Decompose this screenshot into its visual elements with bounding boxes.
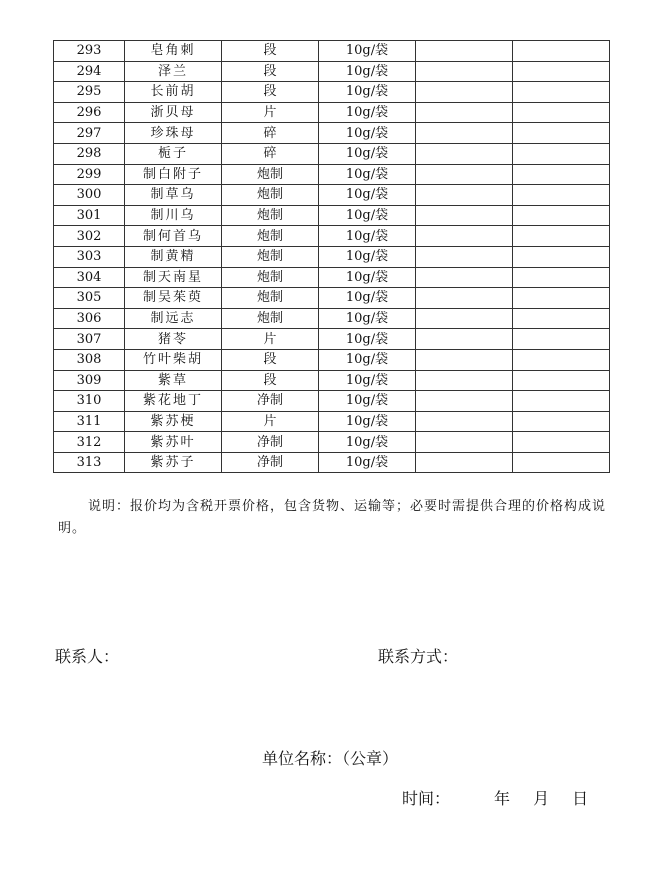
row-number: 303 [54, 246, 125, 267]
package-spec: 10g/袋 [319, 246, 416, 267]
herb-name: 皂角刺 [125, 41, 222, 62]
herb-name: 制天南星 [125, 267, 222, 288]
processing-form: 片 [222, 102, 319, 123]
row-number: 312 [54, 432, 125, 453]
row-number: 302 [54, 226, 125, 247]
package-spec: 10g/袋 [319, 102, 416, 123]
processing-form: 炮制 [222, 185, 319, 206]
remark-cell [513, 288, 610, 309]
remark-cell [513, 349, 610, 370]
package-spec: 10g/袋 [319, 349, 416, 370]
remark-cell [513, 185, 610, 206]
herb-name: 长前胡 [125, 82, 222, 103]
date-fields: 年 月 日 [494, 789, 589, 808]
processing-form: 净制 [222, 432, 319, 453]
row-number: 311 [54, 411, 125, 432]
remark-cell [513, 61, 610, 82]
row-number: 293 [54, 41, 125, 62]
herb-name: 泽兰 [125, 61, 222, 82]
herb-name: 紫苏叶 [125, 432, 222, 453]
row-number: 304 [54, 267, 125, 288]
remark-cell [513, 143, 610, 164]
processing-form: 炮制 [222, 205, 319, 226]
table-row [54, 246, 610, 267]
contact-method-label: 联系方式： [378, 647, 459, 666]
row-number: 306 [54, 308, 125, 329]
price-cell [416, 185, 513, 206]
remark-cell [513, 82, 610, 103]
processing-form: 净制 [222, 391, 319, 412]
row-number: 313 [54, 452, 125, 473]
package-spec: 10g/袋 [319, 288, 416, 309]
table-body [54, 41, 610, 473]
table-row [54, 61, 610, 82]
table-row [54, 41, 610, 62]
row-number: 298 [54, 143, 125, 164]
package-spec: 10g/袋 [319, 308, 416, 329]
package-spec: 10g/袋 [319, 391, 416, 412]
price-cell [416, 391, 513, 412]
remark-cell [513, 308, 610, 329]
table-row [54, 123, 610, 144]
processing-form: 炮制 [222, 267, 319, 288]
herb-name: 制吴茱萸 [125, 288, 222, 309]
herb-name: 栀子 [125, 143, 222, 164]
price-cell [416, 267, 513, 288]
price-cell [416, 61, 513, 82]
price-cell [416, 82, 513, 103]
processing-form: 炮制 [222, 308, 319, 329]
price-cell [416, 411, 513, 432]
herb-name: 制何首乌 [125, 226, 222, 247]
unit-name-label: 单位名称：（公章） [262, 749, 399, 768]
package-spec: 10g/袋 [319, 205, 416, 226]
row-number: 301 [54, 205, 125, 226]
row-number: 300 [54, 185, 125, 206]
package-spec: 10g/袋 [319, 164, 416, 185]
row-number: 310 [54, 391, 125, 412]
processing-form: 炮制 [222, 226, 319, 247]
price-table [53, 40, 610, 473]
processing-form: 段 [222, 41, 319, 62]
row-number: 309 [54, 370, 125, 391]
herb-name: 紫草 [125, 370, 222, 391]
price-cell [416, 143, 513, 164]
row-number: 299 [54, 164, 125, 185]
remark-cell [513, 123, 610, 144]
processing-form: 段 [222, 370, 319, 391]
row-number: 295 [54, 82, 125, 103]
table-row [54, 267, 610, 288]
price-cell [416, 329, 513, 350]
processing-form: 碎 [222, 123, 319, 144]
package-spec: 10g/袋 [319, 432, 416, 453]
remark-cell [513, 329, 610, 350]
package-spec: 10g/袋 [319, 82, 416, 103]
package-spec: 10g/袋 [319, 226, 416, 247]
remark-cell [513, 267, 610, 288]
table-row [54, 432, 610, 453]
remark-cell [513, 370, 610, 391]
table-row [54, 411, 610, 432]
herb-name: 竹叶柴胡 [125, 349, 222, 370]
package-spec: 10g/袋 [319, 411, 416, 432]
price-cell [416, 370, 513, 391]
herb-name: 制草乌 [125, 185, 222, 206]
row-number: 296 [54, 102, 125, 123]
processing-form: 炮制 [222, 246, 319, 267]
table-row [54, 370, 610, 391]
processing-form: 碎 [222, 143, 319, 164]
table-row [54, 185, 610, 206]
herb-name: 制远志 [125, 308, 222, 329]
table-row [54, 143, 610, 164]
row-number: 307 [54, 329, 125, 350]
herb-name: 制黄精 [125, 246, 222, 267]
herb-name: 紫苏梗 [125, 411, 222, 432]
price-cell [416, 123, 513, 144]
processing-form: 段 [222, 349, 319, 370]
package-spec: 10g/袋 [319, 452, 416, 473]
row-number: 297 [54, 123, 125, 144]
processing-form: 片 [222, 329, 319, 350]
remark-cell [513, 226, 610, 247]
price-cell [416, 102, 513, 123]
remark-cell [513, 205, 610, 226]
price-cell [416, 308, 513, 329]
note-text: 说明：报价均为含税开票价格，包含货物、运输等；必要时需提供合理的价格构成说明。 [58, 499, 607, 536]
remark-cell [513, 164, 610, 185]
remark-cell [513, 246, 610, 267]
table-row [54, 349, 610, 370]
processing-form: 段 [222, 61, 319, 82]
package-spec: 10g/袋 [319, 143, 416, 164]
remark-cell [513, 102, 610, 123]
price-cell [416, 246, 513, 267]
remark-cell [513, 432, 610, 453]
herb-name: 紫苏子 [125, 452, 222, 473]
package-spec: 10g/袋 [319, 61, 416, 82]
processing-form: 净制 [222, 452, 319, 473]
row-number: 305 [54, 288, 125, 309]
table-row [54, 391, 610, 412]
table-row [54, 329, 610, 350]
package-spec: 10g/袋 [319, 185, 416, 206]
price-cell [416, 226, 513, 247]
row-number: 294 [54, 61, 125, 82]
herb-name: 制川乌 [125, 205, 222, 226]
remark-cell [513, 391, 610, 412]
package-spec: 10g/袋 [319, 329, 416, 350]
price-cell [416, 432, 513, 453]
table-row [54, 452, 610, 473]
table-row [54, 164, 610, 185]
package-spec: 10g/袋 [319, 267, 416, 288]
table-row [54, 288, 610, 309]
table-row [54, 102, 610, 123]
herb-name: 浙贝母 [125, 102, 222, 123]
time-label: 时间： [402, 789, 451, 808]
row-number: 308 [54, 349, 125, 370]
table-row [54, 82, 610, 103]
price-cell [416, 164, 513, 185]
remark-cell [513, 452, 610, 473]
remark-cell [513, 411, 610, 432]
table-row [54, 205, 610, 226]
price-cell [416, 349, 513, 370]
processing-form: 炮制 [222, 164, 319, 185]
table-row [54, 308, 610, 329]
package-spec: 10g/袋 [319, 41, 416, 62]
price-cell [416, 205, 513, 226]
herb-name: 紫花地丁 [125, 391, 222, 412]
processing-form: 片 [222, 411, 319, 432]
herb-name: 珍珠母 [125, 123, 222, 144]
table-row [54, 226, 610, 247]
herb-name: 猪苓 [125, 329, 222, 350]
price-cell [416, 288, 513, 309]
package-spec: 10g/袋 [319, 370, 416, 391]
contact-person-label: 联系人： [55, 647, 120, 666]
remark-cell [513, 41, 610, 62]
herb-name: 制白附子 [125, 164, 222, 185]
processing-form: 段 [222, 82, 319, 103]
package-spec: 10g/袋 [319, 123, 416, 144]
processing-form: 炮制 [222, 288, 319, 309]
price-cell [416, 452, 513, 473]
price-cell [416, 41, 513, 62]
